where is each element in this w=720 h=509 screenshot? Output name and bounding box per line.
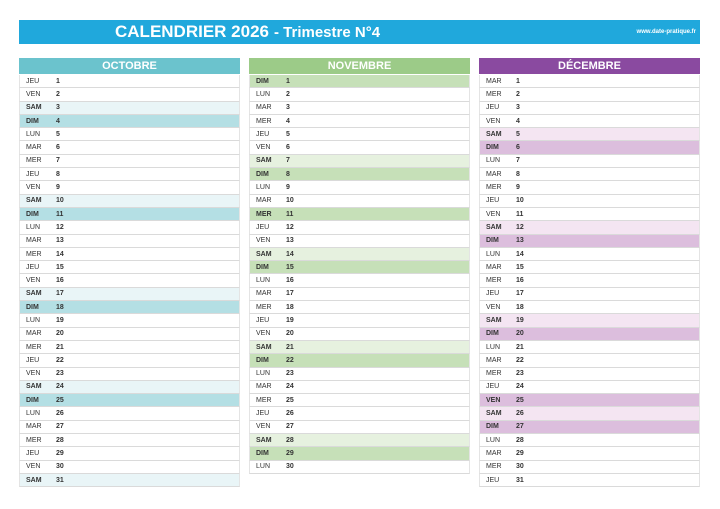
day-row	[249, 341, 470, 354]
day-number: 28	[56, 436, 64, 444]
day-number: 20	[286, 330, 294, 338]
day-number: 31	[516, 476, 524, 484]
day-name: VEN	[486, 303, 501, 311]
day-row	[249, 461, 470, 474]
day-number: 18	[286, 303, 294, 311]
day-name: JEU	[486, 197, 500, 205]
day-number: 29	[286, 449, 294, 457]
day-name: DIM	[486, 330, 499, 338]
day-row	[19, 235, 240, 248]
day-number: 22	[56, 356, 64, 364]
day-row	[479, 248, 700, 261]
day-name: LUN	[486, 157, 501, 165]
day-number: 27	[286, 423, 294, 431]
day-name: JEU	[26, 356, 40, 364]
day-name: LUN	[486, 436, 501, 444]
day-row	[249, 168, 470, 181]
day-name: LUN	[256, 370, 271, 378]
day-name: DIM	[256, 170, 269, 178]
day-name: JEU	[26, 170, 40, 178]
day-name: MAR	[256, 383, 272, 391]
day-row	[249, 381, 470, 394]
day-name: JEU	[256, 316, 270, 324]
day-row	[19, 102, 240, 115]
day-name: VEN	[26, 90, 41, 98]
day-list	[249, 75, 470, 474]
month-header: NOVEMBRE	[249, 58, 470, 74]
day-number: 12	[56, 223, 64, 231]
site-url: www.date-pratique.fr	[636, 29, 696, 35]
day-number: 30	[56, 463, 64, 471]
day-number: 18	[516, 303, 524, 311]
title-main: CALENDRIER 2026	[115, 22, 269, 41]
day-number: 27	[56, 423, 64, 431]
day-row	[249, 421, 470, 434]
day-row	[19, 128, 240, 141]
day-name: DIM	[26, 117, 39, 125]
day-name: JEU	[486, 104, 500, 112]
day-number: 22	[516, 356, 524, 364]
day-row	[479, 368, 700, 381]
day-row	[479, 421, 700, 434]
day-number: 17	[56, 290, 64, 298]
day-number: 30	[516, 463, 524, 471]
day-number: 21	[516, 343, 524, 351]
day-name: VEN	[26, 184, 41, 192]
day-row	[479, 181, 700, 194]
day-number: 7	[286, 157, 290, 165]
day-name: JEU	[486, 290, 500, 298]
day-row	[19, 155, 240, 168]
day-number: 9	[286, 184, 290, 192]
day-number: 20	[516, 330, 524, 338]
day-name: LUN	[256, 90, 271, 98]
day-number: 10	[516, 197, 524, 205]
day-name: SAM	[486, 130, 502, 138]
day-name: LUN	[256, 184, 271, 192]
day-name: VEN	[256, 237, 271, 245]
day-row	[249, 88, 470, 101]
day-name: LUN	[256, 277, 271, 285]
day-row	[19, 301, 240, 314]
day-number: 22	[286, 356, 294, 364]
day-name: MAR	[486, 263, 502, 271]
day-number: 2	[286, 90, 290, 98]
day-row	[19, 248, 240, 261]
day-number: 9	[516, 184, 520, 192]
day-number: 11	[286, 210, 294, 218]
day-row	[479, 328, 700, 341]
day-row	[249, 155, 470, 168]
day-number: 16	[56, 277, 64, 285]
day-row	[19, 88, 240, 101]
day-number: 25	[516, 396, 524, 404]
day-name: SAM	[256, 157, 272, 165]
day-number: 23	[516, 370, 524, 378]
day-row	[19, 421, 240, 434]
day-name: JEU	[256, 223, 270, 231]
day-row	[249, 195, 470, 208]
day-number: 20	[56, 330, 64, 338]
day-name: DIM	[26, 303, 39, 311]
day-row	[249, 235, 470, 248]
day-name: MER	[26, 250, 42, 258]
day-number: 12	[516, 223, 524, 231]
day-name: MAR	[256, 104, 272, 112]
day-name: MER	[486, 277, 502, 285]
day-number: 15	[56, 263, 64, 271]
day-number: 6	[516, 144, 520, 152]
day-row	[479, 434, 700, 447]
day-number: 10	[286, 197, 294, 205]
day-row	[479, 301, 700, 314]
day-row	[249, 314, 470, 327]
day-name: LUN	[26, 223, 41, 231]
day-name: SAM	[486, 223, 502, 231]
day-name: VEN	[486, 117, 501, 125]
day-name: MER	[26, 343, 42, 351]
day-name: JEU	[486, 383, 500, 391]
day-row	[19, 75, 240, 88]
day-row	[479, 168, 700, 181]
day-name: MER	[256, 303, 272, 311]
day-name: MAR	[26, 237, 42, 245]
day-number: 17	[516, 290, 524, 298]
day-number: 21	[56, 343, 64, 351]
month-header: DÉCEMBRE	[479, 58, 700, 74]
day-number: 18	[56, 303, 64, 311]
day-row	[19, 394, 240, 407]
day-name: LUN	[486, 343, 501, 351]
day-row	[479, 115, 700, 128]
day-number: 19	[56, 316, 64, 324]
day-number: 29	[516, 449, 524, 457]
day-row	[479, 141, 700, 154]
day-number: 12	[286, 223, 294, 231]
day-name: SAM	[26, 104, 42, 112]
day-row	[19, 261, 240, 274]
page-title	[115, 20, 380, 44]
day-row	[249, 102, 470, 115]
day-number: 16	[516, 277, 524, 285]
day-name: MAR	[26, 144, 42, 152]
day-name: SAM	[256, 436, 272, 444]
day-number: 27	[516, 423, 524, 431]
day-name: SAM	[486, 316, 502, 324]
day-number: 13	[56, 237, 64, 245]
day-row	[479, 381, 700, 394]
day-name: VEN	[256, 144, 271, 152]
day-name: DIM	[486, 237, 499, 245]
day-row	[249, 221, 470, 234]
day-number: 29	[56, 449, 64, 457]
day-name: MAR	[256, 290, 272, 298]
day-row	[19, 461, 240, 474]
day-name: VEN	[26, 277, 41, 285]
day-row	[249, 301, 470, 314]
day-name: MAR	[486, 356, 502, 364]
day-number: 23	[286, 370, 294, 378]
day-name: MER	[256, 396, 272, 404]
day-name: DIM	[486, 144, 499, 152]
month-column-december	[479, 58, 700, 487]
day-row	[479, 407, 700, 420]
month-header: OCTOBRE	[19, 58, 240, 74]
day-number: 24	[286, 383, 294, 391]
day-number: 8	[286, 170, 290, 178]
day-row	[249, 328, 470, 341]
day-row	[19, 141, 240, 154]
day-name: VEN	[26, 463, 41, 471]
day-row	[19, 474, 240, 487]
day-number: 11	[516, 210, 524, 218]
day-name: SAM	[26, 383, 42, 391]
day-row	[19, 328, 240, 341]
day-number: 30	[286, 463, 294, 471]
day-row	[479, 195, 700, 208]
day-name: LUN	[256, 463, 271, 471]
day-name: DIM	[256, 263, 269, 271]
day-number: 31	[56, 476, 64, 484]
day-row	[479, 261, 700, 274]
day-name: SAM	[256, 343, 272, 351]
day-number: 26	[516, 410, 524, 418]
day-name: MAR	[486, 449, 502, 457]
day-row	[19, 115, 240, 128]
day-number: 23	[56, 370, 64, 378]
day-number: 1	[516, 77, 520, 85]
day-row	[479, 354, 700, 367]
day-name: JEU	[256, 130, 270, 138]
day-name: MAR	[26, 423, 42, 431]
day-row	[19, 288, 240, 301]
day-number: 26	[286, 410, 294, 418]
day-name: MER	[26, 157, 42, 165]
day-name: JEU	[26, 263, 40, 271]
day-number: 14	[286, 250, 294, 258]
day-row	[249, 261, 470, 274]
day-number: 7	[516, 157, 520, 165]
day-row	[249, 434, 470, 447]
day-row	[249, 128, 470, 141]
title-subtitle: - Trimestre N°4	[274, 23, 381, 41]
day-row	[19, 314, 240, 327]
day-row	[19, 274, 240, 287]
day-name: JEU	[26, 77, 40, 85]
day-row	[479, 155, 700, 168]
day-number: 5	[286, 130, 290, 138]
day-name: DIM	[26, 396, 39, 404]
day-name: MER	[486, 463, 502, 471]
day-name: MER	[256, 210, 272, 218]
day-name: DIM	[256, 449, 269, 457]
day-name: SAM	[26, 476, 42, 484]
day-row	[479, 274, 700, 287]
day-row	[479, 128, 700, 141]
day-name: LUN	[26, 130, 41, 138]
day-name: DIM	[256, 356, 269, 364]
day-number: 14	[516, 250, 524, 258]
day-name: VEN	[26, 370, 41, 378]
day-number: 6	[56, 144, 60, 152]
day-name: DIM	[486, 423, 499, 431]
day-row	[19, 368, 240, 381]
month-column-november	[249, 58, 470, 474]
day-number: 4	[56, 117, 60, 125]
day-row	[19, 434, 240, 447]
day-row	[479, 102, 700, 115]
day-name: JEU	[486, 476, 500, 484]
day-row	[479, 314, 700, 327]
day-number: 1	[286, 77, 290, 85]
day-row	[249, 407, 470, 420]
day-row	[249, 288, 470, 301]
day-row	[19, 181, 240, 194]
day-name: LUN	[26, 410, 41, 418]
day-row	[249, 181, 470, 194]
day-row	[249, 274, 470, 287]
day-row	[479, 221, 700, 234]
day-number: 24	[56, 383, 64, 391]
day-name: VEN	[486, 210, 501, 218]
day-row	[479, 447, 700, 460]
day-name: MAR	[26, 330, 42, 338]
day-name: MER	[26, 436, 42, 444]
day-number: 2	[516, 90, 520, 98]
day-number: 28	[516, 436, 524, 444]
day-name: DIM	[26, 210, 39, 218]
day-number: 14	[56, 250, 64, 258]
day-list	[479, 75, 700, 487]
day-row	[479, 288, 700, 301]
day-number: 4	[516, 117, 520, 125]
day-name: VEN	[256, 330, 271, 338]
day-row	[249, 75, 470, 88]
day-row	[249, 368, 470, 381]
day-name: VEN	[486, 396, 501, 404]
day-name: MAR	[486, 77, 502, 85]
day-number: 16	[286, 277, 294, 285]
day-number: 26	[56, 410, 64, 418]
day-row	[479, 75, 700, 88]
day-row	[249, 115, 470, 128]
day-name: JEU	[256, 410, 270, 418]
day-number: 25	[286, 396, 294, 404]
day-name: SAM	[256, 250, 272, 258]
day-row	[479, 208, 700, 221]
day-number: 5	[516, 130, 520, 138]
day-row	[249, 394, 470, 407]
day-number: 3	[516, 104, 520, 112]
day-row	[479, 341, 700, 354]
day-number: 8	[516, 170, 520, 178]
day-number: 2	[56, 90, 60, 98]
day-number: 8	[56, 170, 60, 178]
day-name: DIM	[256, 77, 269, 85]
day-name: JEU	[26, 449, 40, 457]
day-name: MAR	[256, 197, 272, 205]
calendar-banner	[19, 20, 700, 44]
day-name: MER	[256, 117, 272, 125]
day-number: 15	[286, 263, 294, 271]
day-row	[19, 168, 240, 181]
day-name: MER	[486, 370, 502, 378]
day-number: 1	[56, 77, 60, 85]
day-number: 6	[286, 144, 290, 152]
day-number: 7	[56, 157, 60, 165]
day-name: MER	[486, 90, 502, 98]
day-row	[19, 208, 240, 221]
day-name: SAM	[26, 197, 42, 205]
day-number: 4	[286, 117, 290, 125]
day-row	[19, 381, 240, 394]
day-number: 25	[56, 396, 64, 404]
day-list	[19, 75, 240, 487]
day-row	[479, 394, 700, 407]
day-number: 13	[516, 237, 524, 245]
day-row	[249, 248, 470, 261]
day-name: LUN	[26, 316, 41, 324]
day-name: MAR	[486, 170, 502, 178]
day-name: SAM	[26, 290, 42, 298]
day-number: 3	[286, 104, 290, 112]
day-row	[249, 208, 470, 221]
day-number: 11	[56, 210, 64, 218]
day-number: 19	[286, 316, 294, 324]
day-row	[19, 221, 240, 234]
day-row	[479, 461, 700, 474]
month-column-october	[19, 58, 240, 487]
day-row	[19, 195, 240, 208]
day-row	[479, 88, 700, 101]
day-number: 13	[286, 237, 294, 245]
day-number: 28	[286, 436, 294, 444]
day-row	[19, 354, 240, 367]
day-name: LUN	[486, 250, 501, 258]
day-number: 5	[56, 130, 60, 138]
day-row	[479, 474, 700, 487]
day-row	[19, 407, 240, 420]
day-row	[479, 235, 700, 248]
day-number: 17	[286, 290, 294, 298]
day-number: 15	[516, 263, 524, 271]
day-number: 24	[516, 383, 524, 391]
day-number: 10	[56, 197, 64, 205]
day-number: 9	[56, 184, 60, 192]
day-row	[249, 447, 470, 460]
day-name: MER	[486, 184, 502, 192]
day-row	[19, 447, 240, 460]
day-row	[249, 354, 470, 367]
day-number: 19	[516, 316, 524, 324]
day-name: VEN	[256, 423, 271, 431]
day-row	[19, 341, 240, 354]
day-name: SAM	[486, 410, 502, 418]
day-number: 3	[56, 104, 60, 112]
day-row	[249, 141, 470, 154]
day-number: 21	[286, 343, 294, 351]
